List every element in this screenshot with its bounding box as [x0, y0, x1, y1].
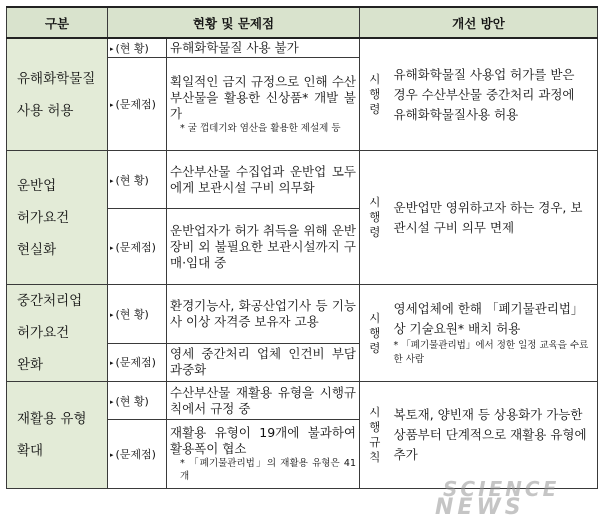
- triangle-icon: ▸: [110, 101, 114, 109]
- category-cell: [7, 38, 108, 151]
- improvement-note: * 「폐기물관리법」에서 정한 일정 교육을 수료한 사람: [393, 340, 589, 365]
- improvement-text: 유해화학물질 사용업 허가를 받은 경우 수산부산물 중간처리 과정에 유해화학물질사용 허용: [390, 38, 598, 151]
- triangle-icon: ▸: [110, 359, 114, 368]
- category-line: 사용 허용: [17, 102, 74, 119]
- problem-label: ▸ (문제점): [108, 420, 167, 489]
- improvement-text: 영세업체에 한해 「폐기물관리법」 상 기술요원* 배치 허용 * 「폐기물관리법」에서 정한 일정 교육을 수료한 사람: [390, 285, 598, 382]
- current-text: 수산부산물 수집업과 운반업 모두에게 보관시설 구비 의무화: [167, 151, 360, 209]
- watermark-logo: SCIENCE NEWS: [435, 477, 560, 520]
- problem-note: * 굴 껍데기와 염산을 활용한 제설제 등: [180, 122, 341, 134]
- improvement-text: 복토재, 양빈재 등 상용화가 가능한 상품부터 단계적으로 재활용 유형에 추가: [390, 382, 598, 489]
- category-line: 유해화학물질: [17, 70, 96, 87]
- triangle-icon: ▸: [110, 176, 114, 185]
- table-row: [7, 151, 598, 209]
- sub-label: 시 행 규 칙: [360, 382, 390, 489]
- problem-note: * 「폐기물관리법」의 재활용 유형은 41개: [180, 458, 356, 482]
- sub-label: 시 행 령: [360, 151, 390, 285]
- sub-label: 시 행 령: [360, 38, 390, 151]
- problem-text: 운반업자가 허가 취득을 위해 운반장비 외 불필요한 보관시설까지 구매·임대 중: [167, 209, 360, 285]
- current-text: 수산부산물 재활용 유형을 시행규칙에서 규정 중: [167, 382, 360, 420]
- improvement-text: 운반업만 영위하고자 하는 경우, 보관시설 구비 의무 면제: [390, 151, 598, 285]
- current-text: 환경기능사, 화공산업기사 등 기능사 이상 자격증 보유자 고용: [167, 285, 360, 344]
- current-label: ▸ (현 황): [108, 38, 167, 58]
- category-cell: 재활용 유형 확대: [7, 382, 108, 489]
- problem-label: ▸ (문제점): [108, 343, 167, 381]
- current-label: ▸ (현 황): [108, 285, 167, 344]
- problem-text: 영세 중간처리 업체 인건비 부담 과중화: [167, 343, 360, 381]
- problem-text: 획일적인 금지 규정으로 인해 수산부산물을 활용한 신상품* 개발 불가 * 굴 껍데기와 염산을 활용한 제설제 등: [167, 58, 360, 151]
- reform-table: [6, 6, 598, 489]
- triangle-icon: ▸: [110, 45, 114, 53]
- header-status: 현황 및 문제점: [108, 7, 360, 38]
- category-cell: 운반업 허가요건 현실화: [7, 151, 108, 285]
- sub-label: 시 행 령: [360, 285, 390, 382]
- current-label: ▸ (현 황): [108, 382, 167, 420]
- table-row: [7, 285, 598, 344]
- problem-label: ▸ (문제점): [108, 209, 167, 285]
- header-improvement: 개선 방안: [360, 7, 598, 38]
- header-category: 구분: [7, 7, 108, 38]
- triangle-icon: ▸: [110, 451, 114, 459]
- category-cell: 중간처리업 허가요건 완화: [7, 285, 108, 382]
- triangle-icon: ▸: [110, 310, 114, 319]
- header-row: [7, 7, 598, 38]
- current-text: 유해화학물질 사용 불가: [167, 38, 360, 58]
- problem-text: 재활용 유형이 19개에 불과하여 활용폭이 협소 * 「폐기물관리법」의 재활용 유형은 41개: [167, 420, 360, 489]
- table-row: [7, 38, 598, 58]
- triangle-icon: ▸: [110, 243, 114, 252]
- current-label: ▸ (현 황): [108, 151, 167, 209]
- table-row: [7, 382, 598, 420]
- problem-label: ▸ (문제점): [108, 58, 167, 151]
- triangle-icon: ▸: [110, 397, 114, 406]
